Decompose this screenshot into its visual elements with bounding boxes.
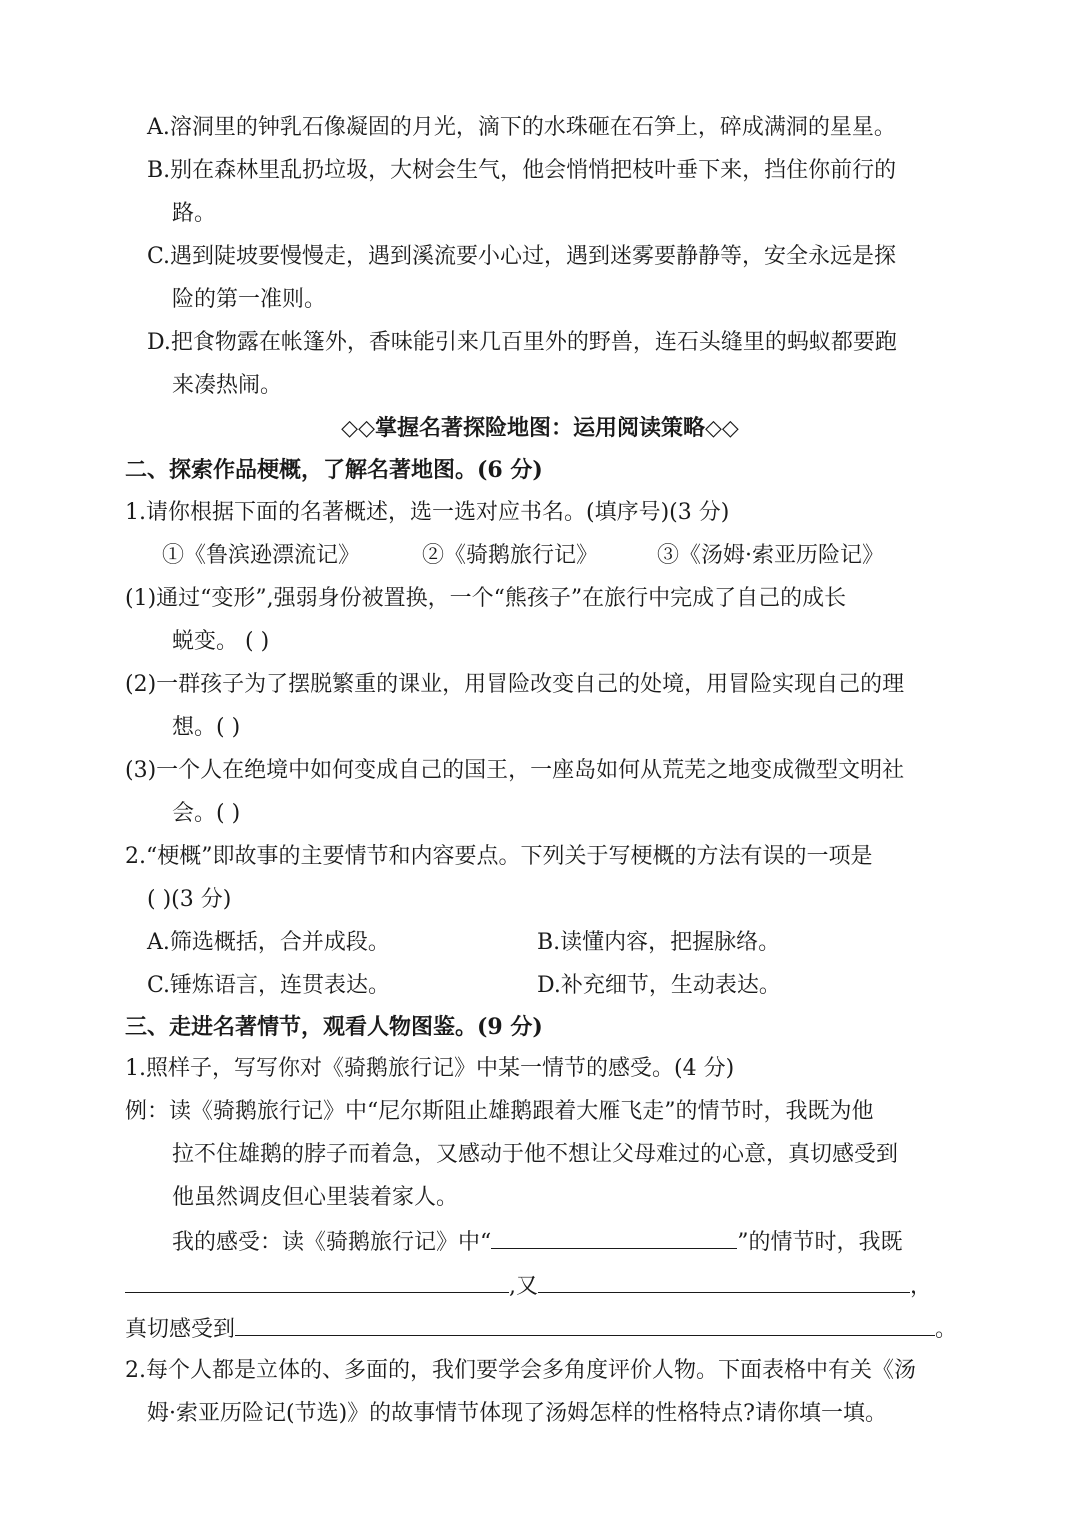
section3-q2-line1: 2.每个人都是立体的、多面的，我们要学会多角度评价人物。下面表格中有关《汤 bbox=[125, 1358, 916, 1383]
example-line2: 拉不住雄鹅的脖子而着急，又感动于他不想让父母难过的心意，真切感受到 bbox=[172, 1142, 899, 1167]
method-option-c: C.锤炼语言，连贯表达。 bbox=[147, 973, 391, 998]
summary-2-line1: (2)一群孩子为了摆脱繁重的课业，用冒险改变自己的处境，用冒险实现自己的理 bbox=[125, 672, 905, 697]
option-b-line2: 路。 bbox=[172, 201, 217, 226]
section3-title: 三、走进名著情节，观看人物图鉴。(9 分) bbox=[125, 1014, 543, 1040]
book-option-3: ③《汤姆·索亚历险记》 bbox=[657, 543, 884, 568]
line2-comma: ， bbox=[910, 1274, 933, 1299]
feeling-blank-2[interactable] bbox=[538, 1268, 910, 1293]
summary-1-line1: (1)通过“变形”,强弱身份被置换，一个“熊孩子”在旅行中完成了自己的成长 bbox=[125, 586, 847, 611]
feeling-blank-1[interactable] bbox=[125, 1268, 509, 1293]
my-feeling-prefix: 我的感受：读《骑鹅旅行记》中“ bbox=[172, 1230, 492, 1255]
section2-q2-line2[interactable]: ( )(3 分) bbox=[147, 887, 232, 912]
book-option-2: ②《骑鹅旅行记》 bbox=[422, 543, 599, 568]
option-b-line1: B.别在森林里乱扔垃圾，大树会生气，他会悄悄把枝叶垂下来，挡住你前行的 bbox=[147, 158, 897, 183]
section2-title: 二、探索作品梗概，了解名著地图。(6 分) bbox=[125, 457, 543, 483]
method-option-d: D.补充细节，生动表达。 bbox=[537, 973, 781, 998]
plot-blank[interactable] bbox=[491, 1224, 737, 1249]
book-option-1: ①《鲁滨逊漂流记》 bbox=[162, 543, 361, 568]
feeling-blank-3[interactable] bbox=[235, 1311, 935, 1336]
my-feeling-line3 bbox=[125, 1311, 957, 1345]
section3-q2-line2: 姆·索亚历险记(节选)》的故事情节体现了汤姆怎样的性格特点?请你填一填。 bbox=[147, 1401, 887, 1426]
my-feeling-suffix: ”的情节时，我既 bbox=[737, 1230, 903, 1255]
section3-q1: 1.照样子，写写你对《骑鹅旅行记》中某一情节的感受。(4 分) bbox=[125, 1056, 735, 1081]
option-d-line1: D.把食物露在帐篷外，香味能引来几百里外的野兽，连石头缝里的蚂蚁都要跑 bbox=[147, 330, 897, 355]
summary-3-line2[interactable]: 会。( ) bbox=[172, 801, 241, 826]
option-c-line2: 险的第一准则。 bbox=[172, 287, 327, 312]
section2-q1: 1.请你根据下面的名著概述，选一选对应书名。(填序号)(3 分) bbox=[125, 500, 730, 525]
my-feeling-line1 bbox=[172, 1224, 903, 1258]
book-options bbox=[0, 539, 1080, 573]
option-a: A.溶洞里的钟乳石像凝固的月光，滴下的水珠砸在石笋上，碎成满洞的星星。 bbox=[147, 115, 896, 140]
real-feel-prefix: 真切感受到 bbox=[125, 1317, 236, 1342]
section-banner: ◇◇掌握名著探险地图：运用阅读策略◇◇ bbox=[341, 415, 739, 441]
example-line1: 例：读《骑鹅旅行记》中“尼尔斯阻止雄鹅跟着大雁飞走”的情节时，我既为他 bbox=[125, 1099, 874, 1124]
method-option-a: A.筛选概括，合并成段。 bbox=[147, 930, 390, 955]
method-option-b: B.读懂内容，把握脉络。 bbox=[537, 930, 781, 955]
option-d-line2: 来凑热闹。 bbox=[172, 373, 283, 398]
line3-period: 。 bbox=[935, 1317, 958, 1342]
summary-2-line2[interactable]: 想。( ) bbox=[172, 715, 241, 740]
example-line3: 他虽然调皮但心里装着家人。 bbox=[172, 1185, 459, 1210]
summary-1-line2[interactable]: 蜕变。 ( ) bbox=[172, 629, 270, 654]
my-feeling-line2 bbox=[125, 1268, 932, 1302]
option-c-line1: C.遇到陡坡要慢慢走，遇到溪流要小心过，遇到迷雾要静静等，安全永远是探 bbox=[147, 244, 897, 269]
section2-q2-line1: 2.“梗概”即故事的主要情节和内容要点。下列关于写梗概的方法有误的一项是 bbox=[125, 844, 873, 869]
summary-3-line1: (3)一个人在绝境中如何变成自己的国王，一座岛如何从荒芜之地变成微型文明社 bbox=[125, 758, 905, 783]
you-connector: ,又 bbox=[509, 1274, 538, 1299]
